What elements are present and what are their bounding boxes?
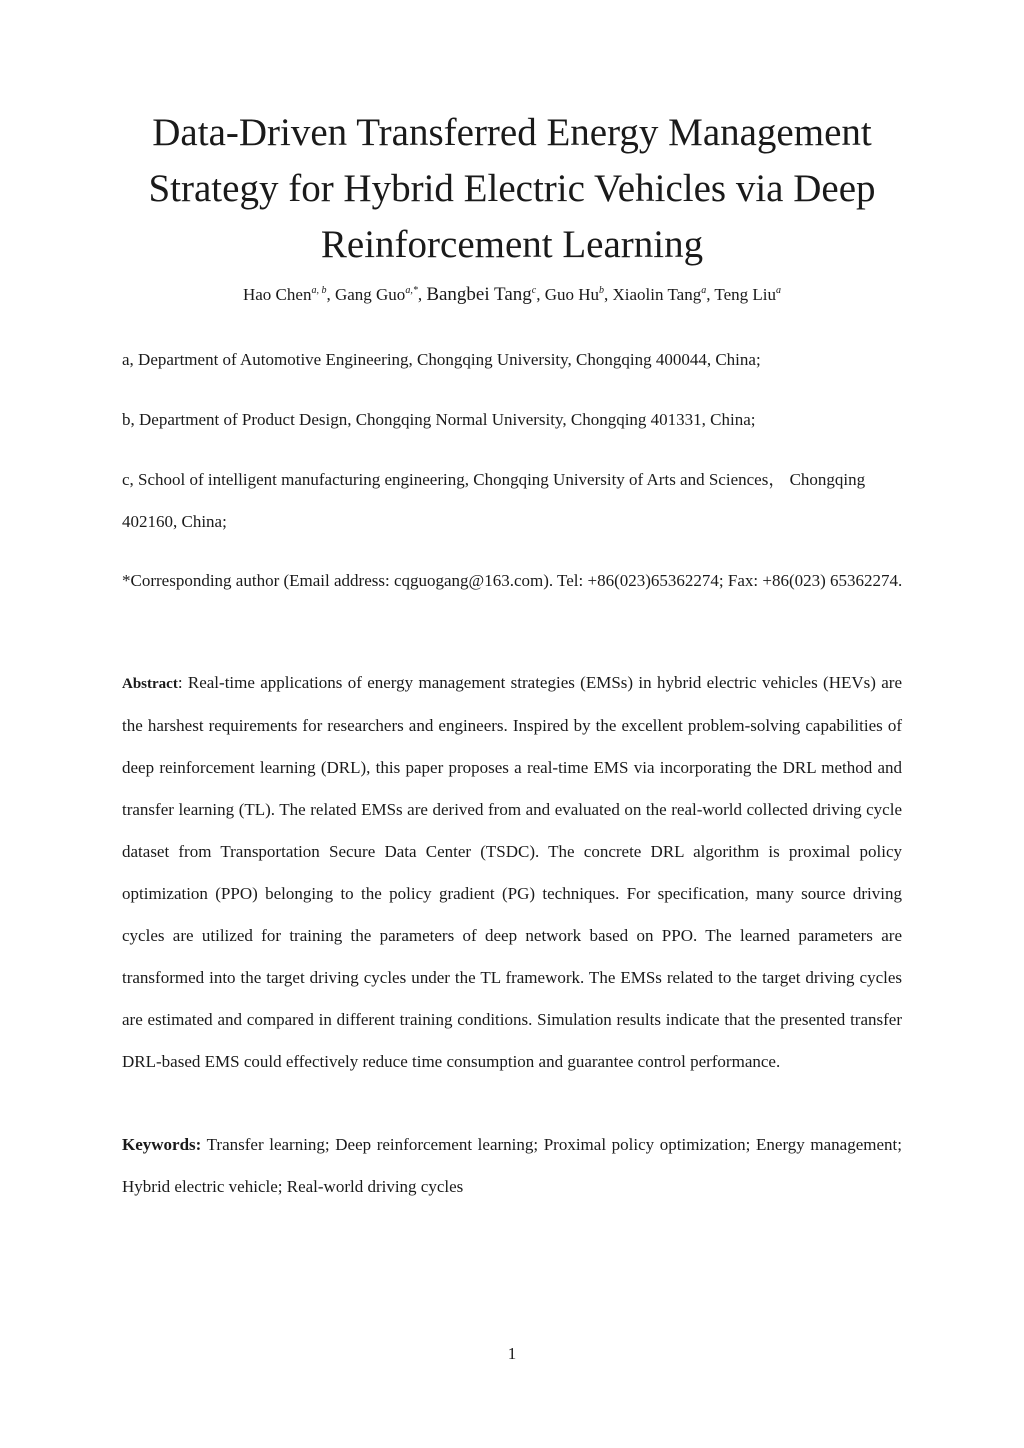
paper-title: Data-Driven Transferred Energy Management Strategy for Hybrid Electric Vehicles via Deep Reinforcement Learning <box>148 111 876 266</box>
author-affiliation-mark: b <box>599 285 605 296</box>
author-affiliation-mark: a <box>701 285 707 296</box>
author: Xiaolin Tang$^a$, <box>612 285 715 304</box>
author: Gang Guo$^{a,*}$, <box>334 285 427 304</box>
abstract-label: Abstract <box>122 676 178 692</box>
abstract <box>122 662 902 1083</box>
author: Guo Hu$^b$, <box>544 285 613 304</box>
corresponding-author: *Corresponding author (Email address: cqguogang@163.com). Tel: +86(023)65362274; Fax: +86(023) 65362274. <box>122 571 903 590</box>
abstract-text: : Real-time applications of energy management strategies (EMSs) in hybrid electric vehicles (HEVs) are the harshest requirements for researchers and engineers. Inspired by the excellent problem-solving capabilities of deep reinforcement learning (DRL), this paper proposes a real-time EMS via incorporating the DRL method and transfer learning (TL). The related EMSs are derived from and evaluated on the real-world collected driving cycle dataset from Transportation Secure Data Center (TSDC). The concrete DRL algorithm is proximal policy optimization (PPO) belonging to the policy gradient (PG) techniques. For specification, many source driving cycles are utilized for training the parameters of deep network based on PPO. The learned parameters are transformed into the target driving cycles under the TL framework. The EMSs related to the target driving cycles are estimated and compared in different training conditions. Simulation results indicate that the presented transfer DRL-based EMS could effectively reduce time consumption and guarantee control performance. <box>122 673 902 1071</box>
author: Bangbei Tang$^c$ <box>426 284 537 305</box>
author-list: Hao Chen$^{a, b}$, Gang Guo$^{a,*}$, Bangbei Tang$^c$, Guo Hu$^b$, Xiaolin Tang$^a$, Teng Liu$^a$ <box>242 284 782 305</box>
author-affiliation-mark: c <box>531 285 537 296</box>
page-number: 1 <box>507 1344 517 1363</box>
keywords <box>122 1124 902 1208</box>
affiliation-c: c, School of intelligent manufacturing engineering, Chongqing University of Arts and Sciences， Chongqing 402160, China; <box>122 470 866 531</box>
author-affiliation-mark: a <box>776 285 782 296</box>
author-affiliation-mark: a,* <box>405 285 418 296</box>
affiliation-b: b, Department of Product Design, Chongqing Normal University, Chongqing 401331, China; <box>122 410 756 429</box>
keywords-label: Keywords: <box>122 1135 202 1154</box>
keywords-text: Transfer learning; Deep reinforcement learning; Proximal policy optimization; Energy management; Hybrid electric vehicle; Real-world driving cycles <box>122 1135 902 1196</box>
author-affiliation-mark: a, b <box>311 285 327 296</box>
affiliation-a: a, Department of Automotive Engineering, Chongqing University, Chongqing 400044, China; <box>122 350 761 369</box>
author: Hao Chen$^{a, b}$, <box>242 285 335 304</box>
author: Teng Liu$^a$ <box>714 285 782 304</box>
